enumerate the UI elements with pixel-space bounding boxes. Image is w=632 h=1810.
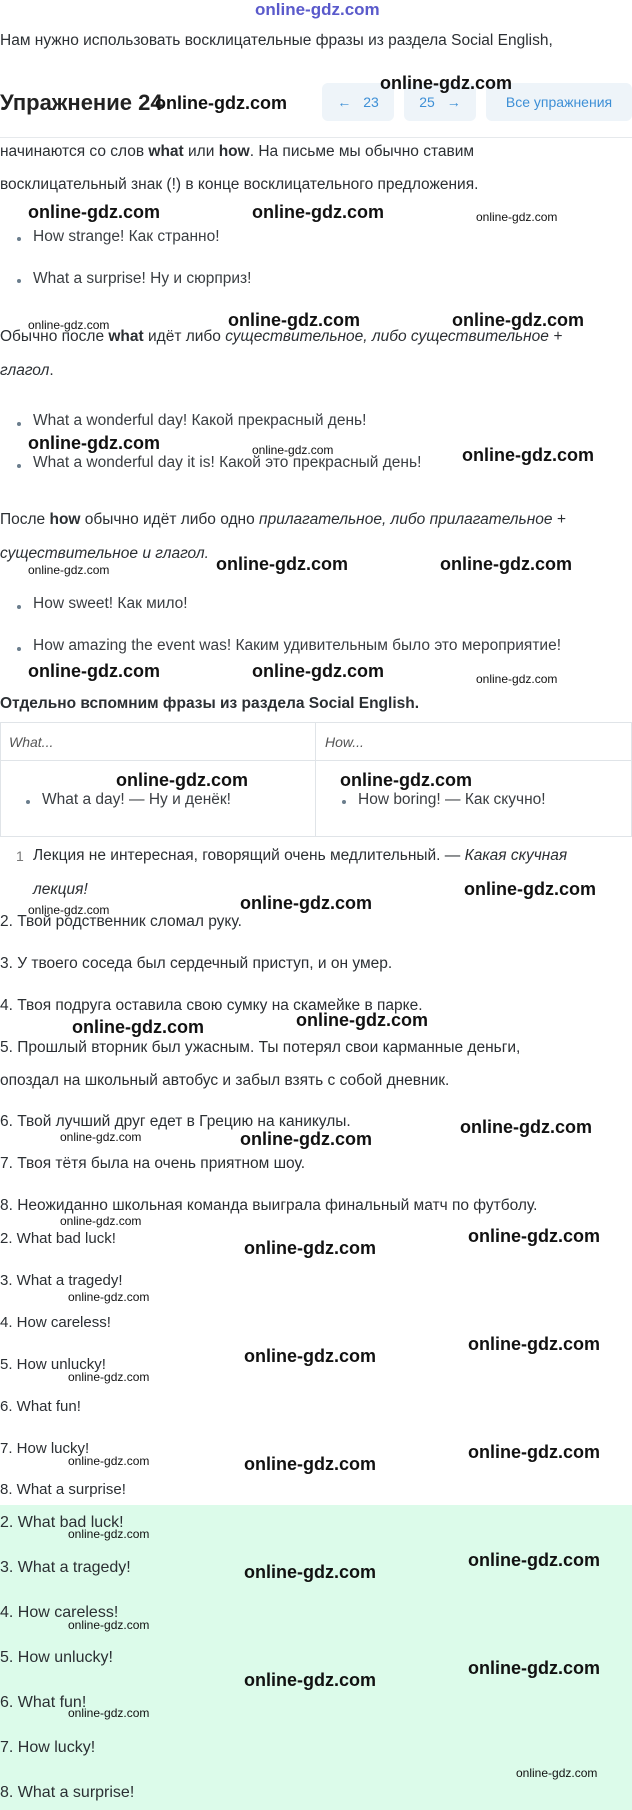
watermark: online-gdz.com (28, 318, 110, 332)
bullet (17, 279, 21, 283)
watermark: online-gdz.com (228, 310, 360, 330)
answer-item-highlight: 3. What a tragedy! (0, 1559, 131, 1576)
watermark: online-gdz.com (380, 73, 512, 93)
p1-text-b: или (183, 143, 219, 160)
table-col-divider (315, 723, 316, 836)
watermark: online-gdz.com (244, 1670, 376, 1690)
watermark: online-gdz.com (252, 443, 334, 457)
table-cell: How boring! — Как скучно! (358, 791, 546, 808)
p2-dot: . (49, 362, 54, 379)
task-item: опоздал на школьный автобус и забыл взять с собой дневник. (0, 1072, 450, 1089)
p3-how: how (49, 511, 81, 528)
watermark: online-gdz.com (240, 1129, 372, 1149)
intro-text: Нам нужно использовать восклицательные фразы из раздела Social English, (0, 32, 553, 49)
task-item: 7. Твоя тётя была на очень приятном шоу. (0, 1155, 306, 1172)
watermark: online-gdz.com (476, 672, 558, 686)
p2-line2: глагол (0, 362, 50, 379)
watermark: online-gdz.com (68, 1370, 150, 1384)
p1-text-a: начинаются со слов (0, 143, 149, 160)
watermark: online-gdz.com (28, 563, 110, 577)
p2-what: what (108, 328, 144, 345)
watermark: online-gdz.com (440, 554, 572, 574)
task-item: 8. Неожиданно школьная команда выиграла финальный матч по футболу. (0, 1197, 538, 1214)
p1-how: how (218, 143, 250, 160)
example-item: What a wonderful day it is! Какой это прекрасный день! (33, 454, 422, 471)
task-1-answer-line2: лекция! (33, 881, 88, 898)
watermark: online-gdz.com (72, 1017, 204, 1037)
task-1-text: Лекция не интересная, говорящий очень медлительный. — (33, 847, 465, 864)
p3-line2: существительное и глагол. (0, 545, 209, 562)
p3-text-a: После (0, 511, 50, 528)
task-item: 5. Прошлый вторник был ужасным. Ты потерял свои карманные деньги, (0, 1039, 521, 1056)
bullet (342, 800, 346, 804)
example-item: What a wonderful day! Какой прекрасный день! (33, 412, 367, 429)
theory-paragraph-2-line2 (0, 362, 54, 380)
p1-text-c: . На письме мы обычно ставим (249, 143, 475, 160)
p3-text-b: обычно идёт либо одно (80, 511, 260, 528)
table-row-divider (1, 760, 631, 761)
answer-item: 3. What a tragedy! (0, 1272, 123, 1289)
theory-paragraph-4: Отдельно вспомним фразы из раздела Social English. (0, 695, 420, 712)
phrases-table (0, 722, 632, 837)
watermark: online-gdz.com (252, 202, 384, 222)
watermark: online-gdz.com (252, 661, 384, 681)
bullet (17, 422, 21, 426)
p1-what: what (148, 143, 184, 160)
watermark: online-gdz.com (462, 445, 594, 465)
watermark: online-gdz.com (216, 554, 348, 574)
p2-text-a: Обычно после (0, 328, 109, 345)
task-1-line2 (33, 881, 88, 899)
prev-exercise-label: 23 (363, 94, 379, 110)
answer-item: 5. How unlucky! (0, 1356, 106, 1373)
watermark: online-gdz.com (28, 202, 160, 222)
p2-text-b: идёт либо (143, 328, 226, 345)
answer-item: 7. How lucky! (0, 1440, 90, 1457)
watermark: online-gdz.com (28, 661, 160, 681)
bullet (17, 237, 21, 241)
example-item: How sweet! Как мило! (33, 595, 188, 612)
example-item: How strange! Как странно! (33, 228, 220, 245)
table-header-what: What... (9, 734, 54, 750)
bullet (17, 464, 21, 468)
watermark: online-gdz.com (155, 93, 287, 113)
watermark: online-gdz.com (296, 1010, 428, 1030)
watermark: online-gdz.com (28, 433, 160, 453)
arrow-left-icon: ← (337, 94, 352, 110)
task-item: 4. Твоя подруга оставила свою сумку на скамейке в парке. (0, 997, 423, 1014)
watermark: online-gdz.com (468, 1550, 600, 1570)
watermark: online-gdz.com (68, 1290, 150, 1304)
answer-item: 4. How careless! (0, 1314, 111, 1331)
page-title: Упражнение 24 (0, 90, 163, 115)
watermark: online-gdz.com (28, 903, 110, 917)
table-cell: What a day! — Ну и денёк! (42, 791, 231, 808)
watermark: online-gdz.com (468, 1334, 600, 1354)
watermark: online-gdz.com (60, 1214, 142, 1228)
example-item: What a surprise! Ну и сюрприз! (33, 270, 252, 287)
answer-item-highlight: 8. What a surprise! (0, 1784, 135, 1801)
watermark: online-gdz.com (68, 1706, 150, 1720)
watermark: online-gdz.com (68, 1618, 150, 1632)
watermark: online-gdz.com (244, 1238, 376, 1258)
task-1-answer: Какая скучная (464, 847, 568, 864)
task-number: 1 (16, 848, 24, 864)
answer-item: 2. What bad luck! (0, 1230, 116, 1247)
header-divider (0, 137, 632, 138)
watermark: online-gdz.com (452, 310, 584, 330)
theory-paragraph-1 (0, 143, 474, 161)
bullet (26, 800, 30, 804)
answer-item-highlight: 4. How careless! (0, 1604, 119, 1621)
p2-text-c: существительное, либо существительное + (225, 328, 563, 345)
watermark: online-gdz.com (340, 770, 472, 790)
answer-item-highlight: 5. How unlucky! (0, 1649, 113, 1666)
watermark: online-gdz.com (244, 1454, 376, 1474)
p3-text-c: прилагательное, либо прилагательное + (259, 511, 566, 528)
watermark: online-gdz.com (476, 210, 558, 224)
watermark: online-gdz.com (116, 770, 248, 790)
theory-paragraph-3-line2 (0, 545, 209, 563)
watermark: online-gdz.com (516, 1766, 598, 1780)
answer-item-highlight: 2. What bad luck! (0, 1514, 124, 1531)
watermark: online-gdz.com (468, 1226, 600, 1246)
task-item: 3. У твоего соседа был сердечный приступ, и он умер. (0, 955, 393, 972)
watermark: online-gdz.com (240, 893, 372, 913)
bullet (17, 647, 21, 651)
watermark: online-gdz.com (244, 1346, 376, 1366)
bullet (17, 605, 21, 609)
all-exercises-label: Все упражнения (505, 94, 613, 110)
table-header-how: How... (325, 734, 364, 750)
theory-paragraph-3 (0, 511, 566, 529)
watermark: online-gdz.com (68, 1454, 150, 1468)
arrow-right-icon: → (446, 94, 461, 110)
example-item: How amazing the event was! Каким удивительным было это мероприятие! (33, 637, 562, 654)
answer-item: 8. What a surprise! (0, 1481, 126, 1498)
answer-item: 6. What fun! (0, 1398, 81, 1415)
watermark: online-gdz.com (468, 1658, 600, 1678)
answer-item-highlight: 6. What fun! (0, 1694, 87, 1711)
answer-item-highlight: 7. How lucky! (0, 1739, 96, 1756)
next-exercise-label: 25 (419, 94, 435, 110)
watermark: online-gdz.com (464, 879, 596, 899)
watermark: online-gdz.com (244, 1562, 376, 1582)
task-1 (33, 847, 567, 865)
watermark: online-gdz.com (68, 1527, 150, 1541)
task-item: 2. Твой родственник сломал руку. (0, 913, 242, 930)
watermark: online-gdz.com (60, 1130, 142, 1144)
watermark: online-gdz.com (468, 1442, 600, 1462)
task-item: 6. Твой лучший друг едет в Грецию на каникулы. (0, 1113, 351, 1130)
top-watermark: online-gdz.com (255, 0, 380, 19)
watermark: online-gdz.com (460, 1117, 592, 1137)
theory-paragraph-1-line2: восклицательный знак (!) в конце восклицательного предложения. (0, 176, 479, 193)
